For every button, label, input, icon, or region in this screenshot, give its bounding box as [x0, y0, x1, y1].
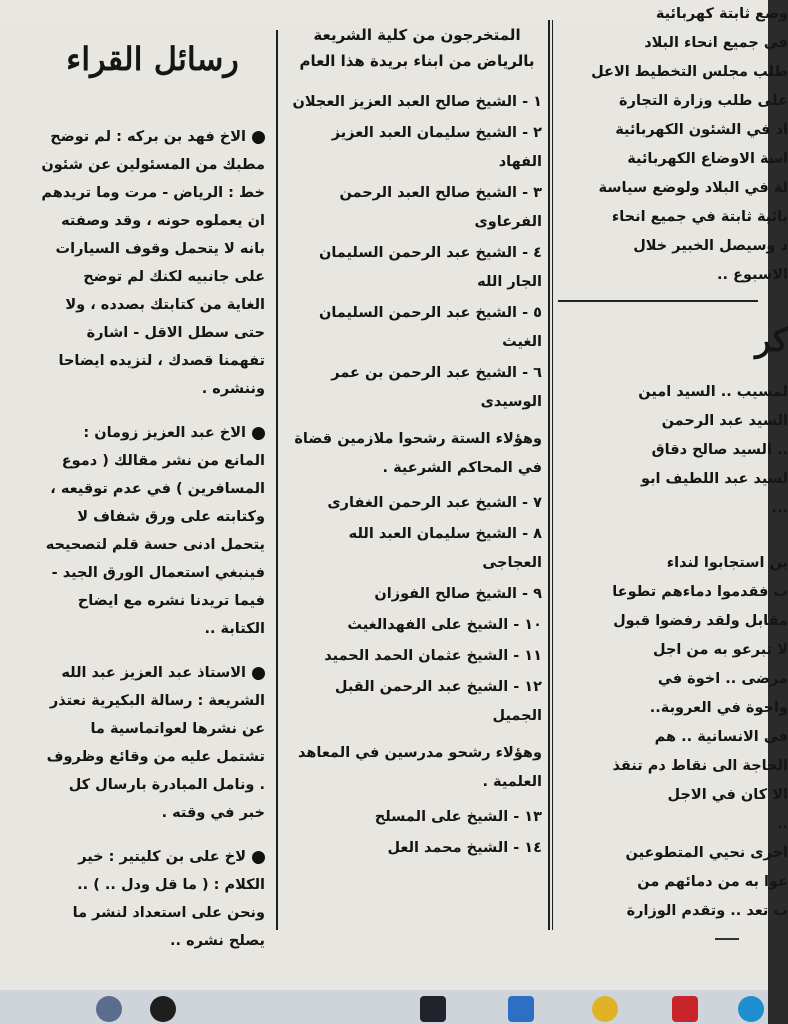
graduate-item: ١٣ - الشيخ على المسلح [374, 809, 542, 825]
page-dash-mark [715, 938, 739, 940]
right-body-line: لا تبرعو به من اجل [653, 642, 788, 658]
taskbar [0, 990, 768, 1024]
taskbar-user-icon[interactable] [592, 996, 618, 1022]
column-rule-left [276, 30, 278, 930]
column-rule-middle [548, 20, 550, 930]
right-top-line: طلب مجلس التخطيط الاعل [591, 64, 788, 80]
bullet-dot-icon [252, 427, 265, 440]
readers-letters-column [40, 35, 265, 971]
graduate-item: ٩ - الشيخ صالح الفوزان [374, 586, 542, 602]
right-top-line: اسة الاوضاع الكهربائية [627, 151, 788, 167]
letter-3-text: الاستاذ عبد العزيز عبد الله الشريعة : رسالة البكيرية نعتذر عن نشرها لعواتماسية ما تشتمل عليه من وقائع وظروف . ونامل المبادرة بارسال كل خبر في وقته . [46, 665, 265, 821]
graduate-item: ٥ - الشيخ عبد الرحمن السليمان الغيث [318, 305, 542, 350]
graduates-note-judges: وهؤلاء الستة رشحوا ملازمين قضاة في المحاكم الشرعية . [294, 431, 542, 476]
graduates-column [292, 22, 542, 865]
bullet-dot-icon [252, 667, 265, 680]
taskbar-taskview-icon[interactable] [420, 996, 446, 1022]
right-top-line: الاسبوع .. [716, 267, 788, 283]
right-section-heading: كر [755, 321, 788, 359]
taskbar-store-icon[interactable] [508, 996, 534, 1022]
letter-2-text: الاخ عبد العزيز زومان : المانع من نشر مقالك ( دموع المسافرين ) في عدم توقيعه ، وكتابته على ورق شفاف لا يتحمل ادنى حسة قلم لتصحيحه فينبغي استعمال الورق الجيد - فيما تريدنا نشره مع ايضاح الكتابة .. [45, 425, 265, 637]
right-top-line: د وسيصل الخبير خلال [633, 238, 788, 254]
right-body-line: اخرى نحيي المتطوعين [625, 845, 788, 861]
readers-letters-title: رسائل القراء [66, 40, 239, 78]
letter-4-text: لاخ على بن كليتير : خير الكلام : ( ما قل ودل .. ) .. ونحن على استعداد لنشر ما يصلح نشره .. [72, 849, 265, 949]
right-top-line: اد في الشئون الكهربائية [615, 122, 788, 138]
graduate-item: ١٠ - الشيخ على الفهدالغيث [347, 617, 542, 633]
right-body-line: الا كان في الاجل [667, 787, 788, 803]
graduates-headline: المتخرجون من كلية الشريعة بالرياض من ابناء بريدة هذا العام [299, 26, 535, 70]
column-rule-right [552, 20, 553, 930]
graduate-item: ١ - الشيخ صالح العبد العزيز العجلان [292, 94, 542, 110]
right-top-line: لة في البلاد ولوضع سياسة [598, 180, 788, 196]
letter-3 [40, 659, 265, 827]
graduate-item: ١٢ - الشيخ عبد الرحمن القبل الجميل [334, 679, 542, 724]
right-body-line: في الانسانية .. هم [654, 729, 788, 745]
bullet-dot-icon [252, 131, 265, 144]
right-column-clipped [558, 0, 788, 926]
bullet-dot-icon [252, 851, 265, 864]
graduate-item: ٨ - الشيخ سليمان العبد الله العجاجى [348, 526, 542, 571]
taskbar-red-app-icon[interactable] [672, 996, 698, 1022]
section-divider [558, 300, 758, 302]
taskbar-refresh-icon[interactable] [96, 996, 122, 1022]
right-body-line: واخوة في العروبة.. [649, 700, 788, 716]
right-name-line: لمسيب .. السيد امين [638, 384, 788, 400]
right-name-line: السيد عبد الرحمن [661, 413, 788, 429]
right-top-line: على طلب وزارة التجارة [619, 93, 788, 109]
right-body-line: عوا به من دمائهم من [637, 874, 788, 890]
right-body-line: ين استجابوا لنداء [666, 555, 788, 571]
right-name-line: .. السيد صالح دقاق [651, 442, 788, 458]
taskbar-app-icon[interactable] [150, 996, 176, 1022]
right-body-line: مرضى .. اخوة في [657, 671, 788, 687]
right-top-line: في جميع انحاء البلاد [644, 35, 788, 51]
right-top-line: وضع ثابتة كهربائية [655, 6, 788, 22]
graduate-item: ٢ - الشيخ سليمان العبد العزيز الفهاد [331, 125, 542, 170]
right-top-line: بائية ثابتة في جميع انحاء [611, 209, 788, 225]
right-name-line: لسيد عبد اللطيف ابو [641, 471, 788, 487]
right-body-line: ب فقدموا دماءهم تطوعا [612, 584, 788, 600]
graduates-note-teachers: وهؤلاء رشحو مدرسين في المعاهد العلمية . [298, 745, 542, 790]
graduate-item: ١١ - الشيخ عثمان الحمد الحميد [324, 648, 542, 664]
letter-1 [40, 123, 265, 403]
graduate-item: ٤ - الشيخ عبد الرحمن السليمان الجار الله [318, 245, 542, 290]
letter-1-text: الاخ فهد بن بركه : لم توضح مطبك من المسئولين عن شئون خط : الرياض - مرت وما تريدهم ان يعملوه حونه ، وقد وصفته بانه لا يتحمل وقوف السيارات على جانبيه لكنك لم توضح الغاية من كتابتك بصدده ، ولا حتى سطل الاقل - اشارة تفهمنا قصدك ، لنزيده ايضاحا وننشره . [41, 129, 265, 397]
right-body-line: .. [776, 816, 788, 832]
right-body-line: مقابل ولقد رفضوا قبول [613, 613, 788, 629]
right-body-line: الحاجة الى نقاط دم تنقذ [612, 758, 788, 774]
right-name-line: ... [771, 500, 788, 516]
taskbar-edge-icon[interactable] [738, 996, 764, 1022]
right-body-line: ب تعد .. وتقدم الوزارة [626, 903, 788, 919]
letter-4 [40, 843, 265, 955]
graduate-item: ٧ - الشيخ عبد الرحمن الغفارى [327, 495, 542, 511]
graduate-item: ٣ - الشيخ صالح العبد الرحمن الفرعاوى [339, 185, 542, 230]
graduate-item: ١٤ - الشيخ محمد العل [387, 840, 542, 856]
letter-2 [40, 419, 265, 643]
graduate-item: ٦ - الشيخ عبد الرحمن بن عمر الوسيدى [331, 365, 542, 410]
